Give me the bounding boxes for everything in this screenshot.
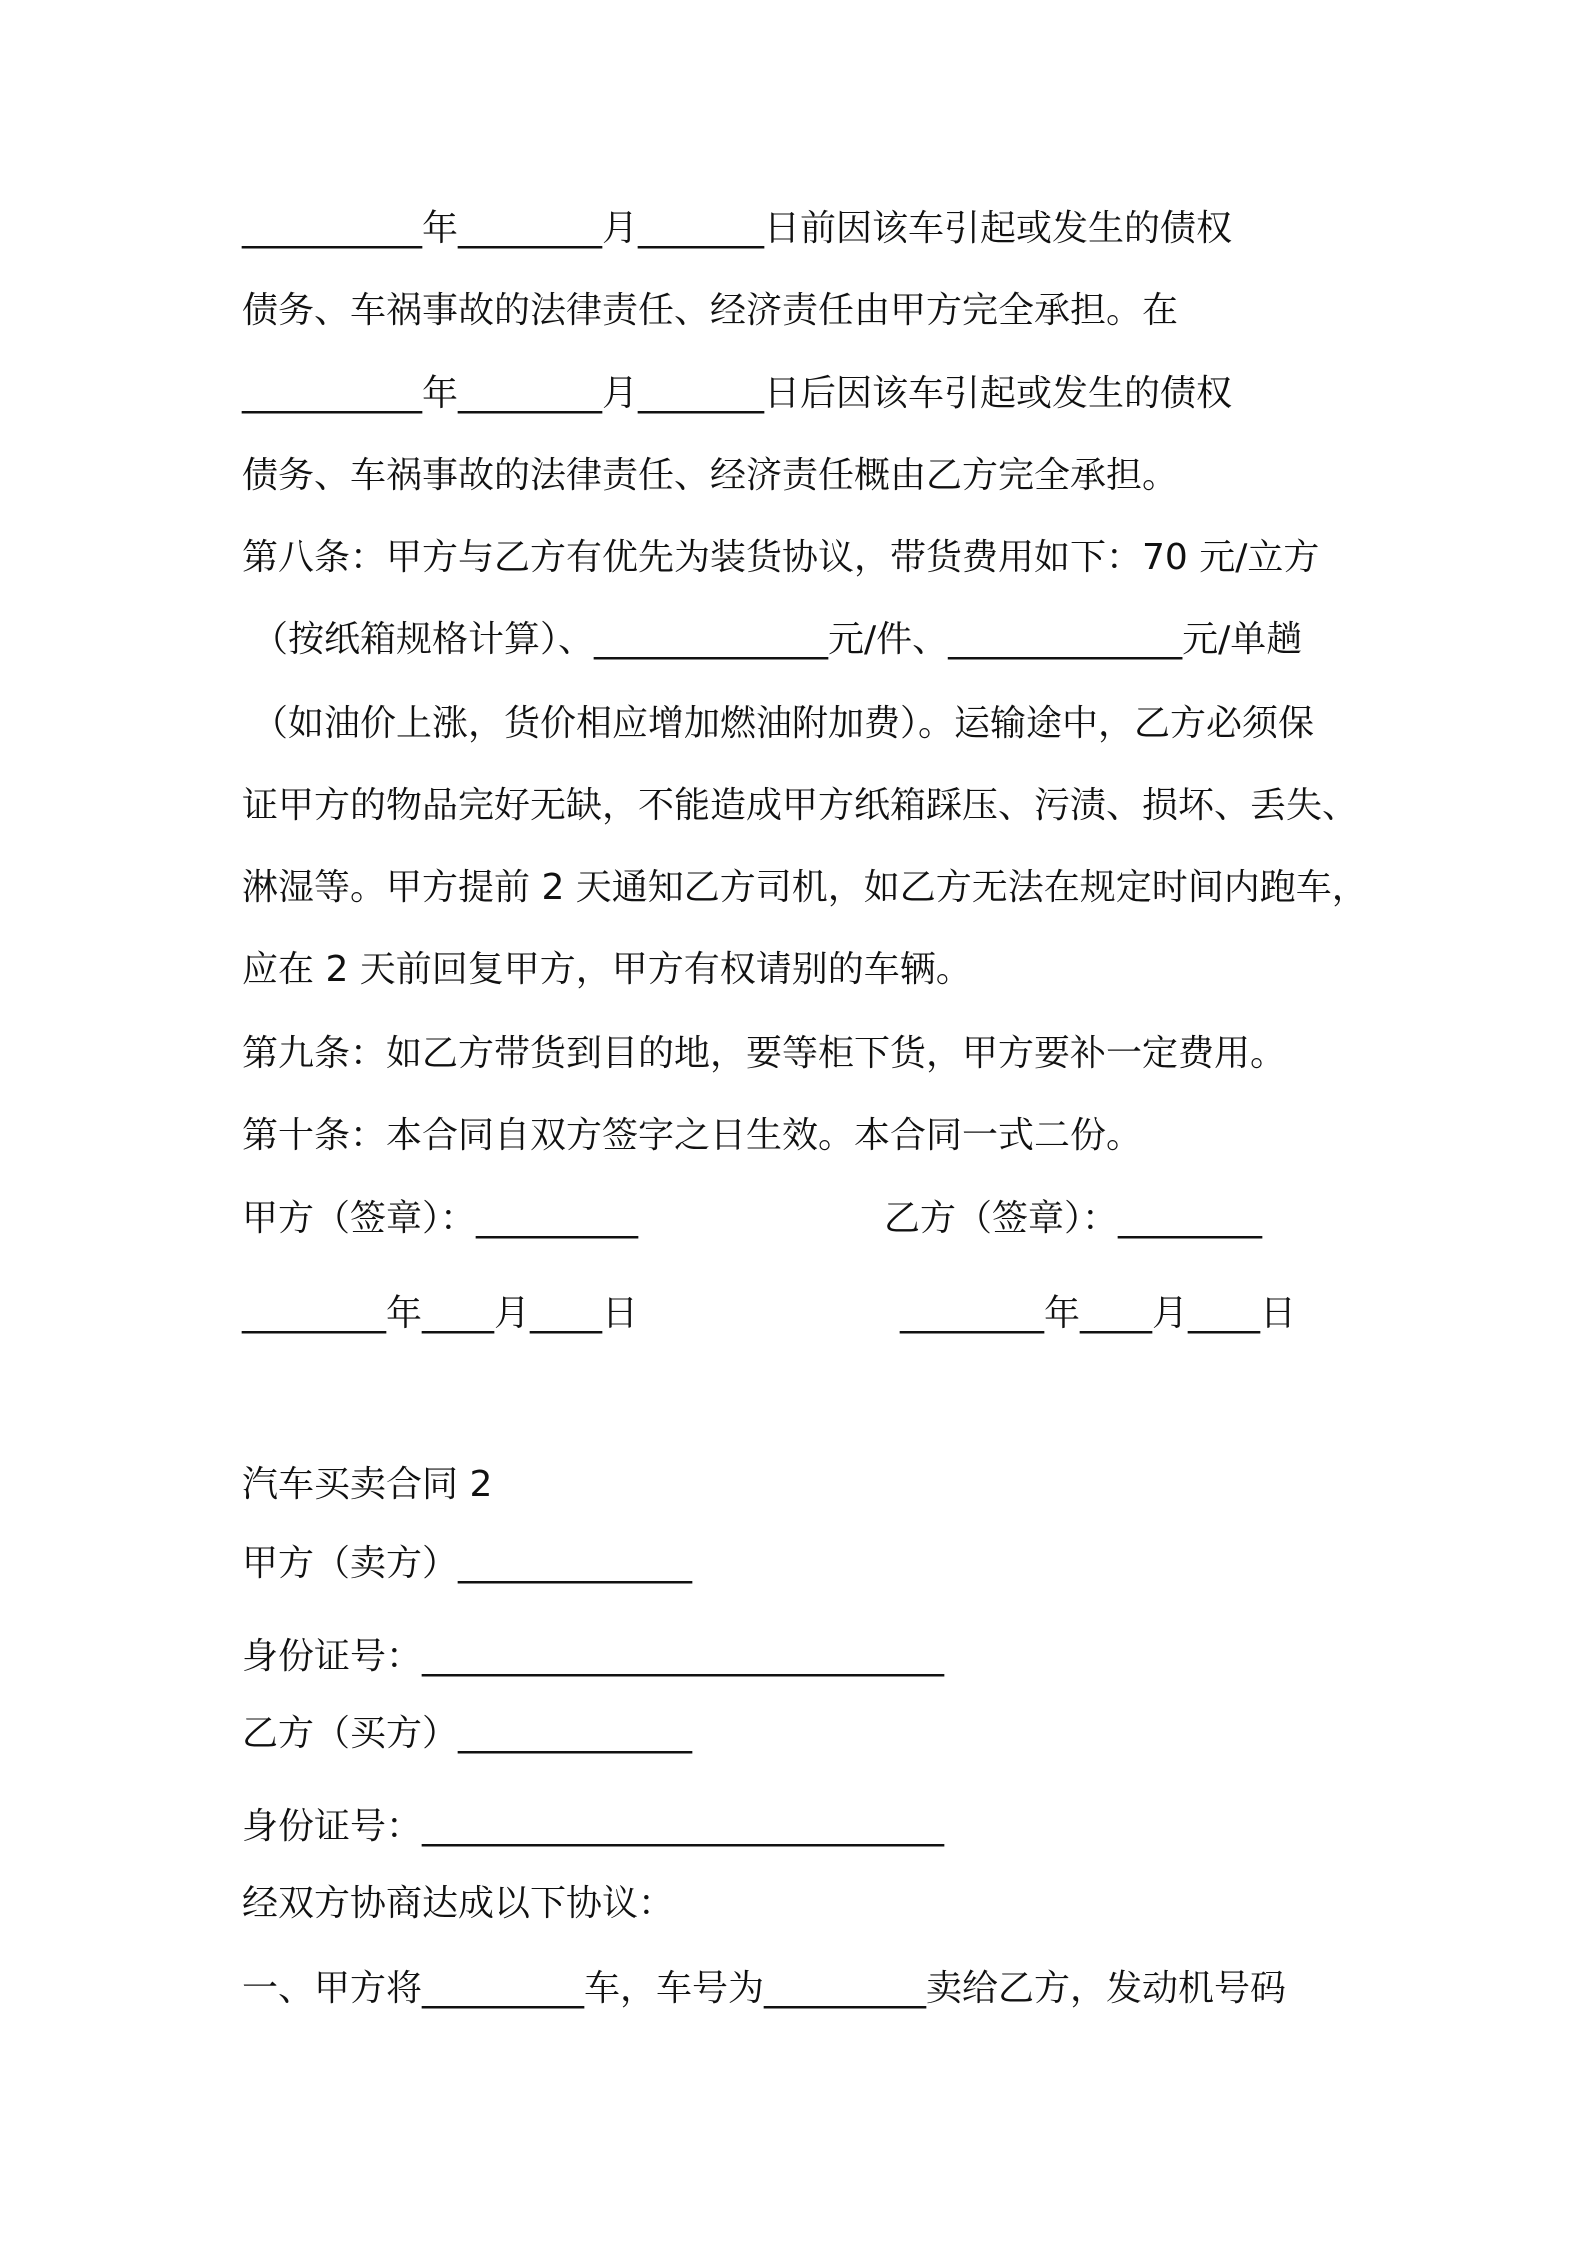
buyer-field: 乙方（买方）_____________ xyxy=(242,1713,693,1754)
seller-field: 甲方（卖方）_____________ xyxy=(242,1543,693,1584)
seller-id-field: 身份证号：_____________________________ xyxy=(242,1636,945,1677)
paragraph-line: __________年________月_______日前因该车引起或发生的债权 xyxy=(242,208,1233,249)
paragraph-line: （按纸箱规格计算）、_____________元/件、_____________元/单趟 xyxy=(252,619,1303,660)
article-10: 第十条：本合同自双方签字之日生效。本合同一式二份。 xyxy=(242,1115,1143,1156)
paragraph-line: 应在 2 天前回复甲方，甲方有权请别的车辆。 xyxy=(242,949,972,990)
party-a-signature: 甲方（签章）：_________ xyxy=(242,1198,639,1239)
party-b-signature: 乙方（签章）：________ xyxy=(884,1198,1263,1239)
party-a-date: ________年____月____日 xyxy=(242,1293,638,1334)
paragraph-line: 债务、车祸事故的法律责任、经济责任由甲方完全承担。在 xyxy=(242,290,1179,331)
paragraph-line: __________年________月_______日后因该车引起或发生的债权 xyxy=(242,373,1233,414)
contract2-title: 汽车买卖合同 2 xyxy=(242,1464,493,1505)
article-8: 第八条：甲方与乙方有优先为装货协议，带货费用如下：70 元/立方 xyxy=(242,537,1320,578)
agreement-intro: 经双方协商达成以下协议： xyxy=(242,1883,675,1924)
paragraph-line: 证甲方的物品完好无缺，不能造成甲方纸箱踩压、污渍、损坏、丢失、 xyxy=(242,785,1359,826)
clause-1: 一、甲方将_________车，车号为_________卖给乙方，发动机号码 xyxy=(242,1968,1287,2009)
buyer-id-field: 身份证号：_____________________________ xyxy=(242,1806,945,1847)
article-9: 第九条：如乙方带货到目的地，要等柜下货，甲方要补一定费用。 xyxy=(242,1033,1287,1074)
paragraph-line: 债务、车祸事故的法律责任、经济责任概由乙方完全承担。 xyxy=(242,455,1179,496)
paragraph-line: 淋湿等。甲方提前 2 天通知乙方司机，如乙方无法在规定时间内跑车， xyxy=(242,867,1368,908)
paragraph-line: （如油价上涨，货价相应增加燃油附加费）。运输途中，乙方必须保 xyxy=(252,703,1315,744)
party-b-date: ________年____月____日 xyxy=(900,1293,1296,1334)
